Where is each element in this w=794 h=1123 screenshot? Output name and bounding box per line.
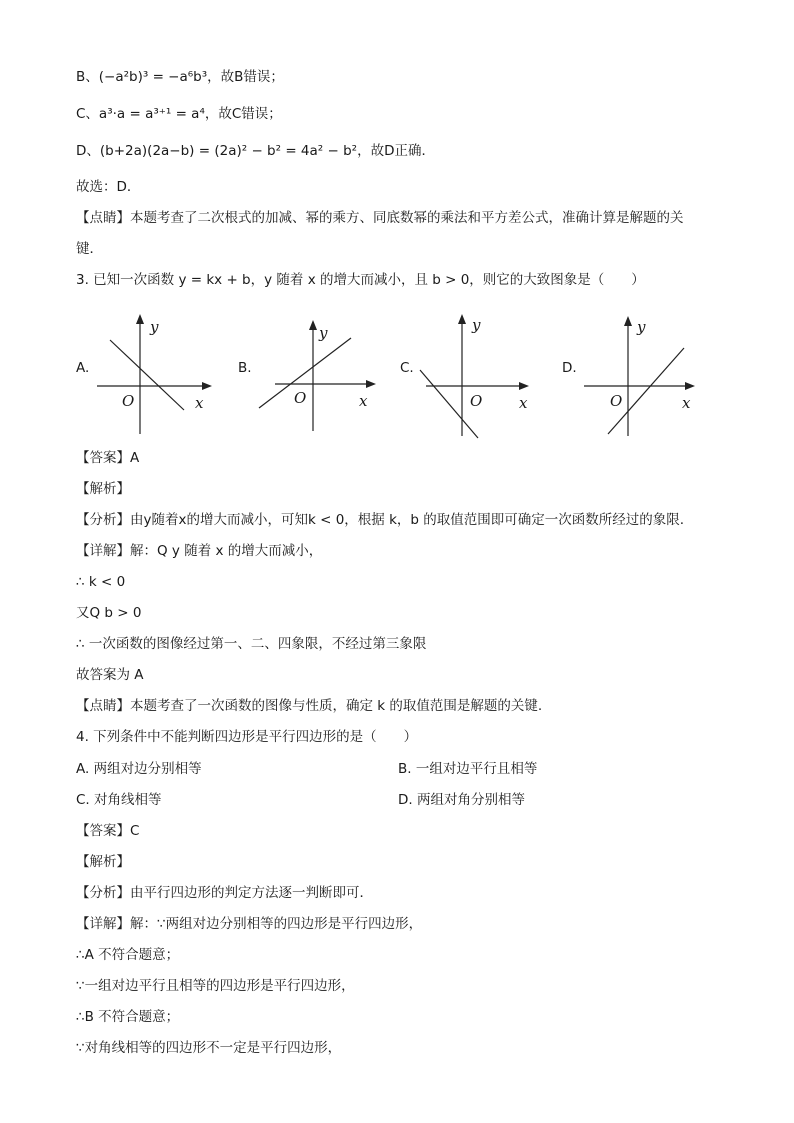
origin-label: O [122,392,135,410]
q3-step-2: 又Q b > 0 [76,605,142,621]
q4-option-c: C. 对角线相等 [76,792,162,808]
option-b-solution: B、(−a²b)³ = −a⁶b³，故B错误； [76,69,284,85]
x-axis-label: x [195,394,204,412]
q3-step-1: ∴ k < 0 [76,574,126,590]
q4-option-a: A. 两组对边分别相等 [76,761,202,777]
y-axis-label: y [319,324,328,342]
x-axis-label: x [359,392,368,410]
y-axis-label: y [472,316,481,334]
graph-a-label: A. [76,360,90,376]
q4-answer: 【答案】C [76,823,140,839]
option-c-solution: C、a³·a = a³⁺¹ = a⁴，故C错误； [76,106,282,122]
x-axis-label: x [682,394,691,412]
y-axis-label: y [637,318,646,336]
q4-step-1: ∴A 不符合题意； [76,947,180,963]
y-axis-arrow [309,320,317,330]
x-axis-arrow [519,382,529,390]
comment-q2: 【点睛】本题考查了二次根式的加减、幂的乘方、同底数幂的乘法和平方差公式，准确计算是解题的关 [76,210,684,226]
x-axis-arrow [366,380,376,388]
x-axis-arrow [202,382,212,390]
q3-comment: 【点睛】本题考查了一次函数的图像与性质，确定 k 的取值范围是解题的关键. [76,698,543,714]
q4-step-2: ∵一组对边平行且相等的四边形是平行四边形， [76,978,355,994]
graph-b [255,316,380,436]
graph-a [92,310,217,438]
q4-detail: 【详解】解：∵两组对边分别相等的四边形是平行四边形， [76,916,423,932]
x-axis-arrow [685,382,695,390]
function-line [608,348,684,434]
q3-conclusion: 故答案为 A [76,667,144,683]
y-axis-arrow [136,314,144,324]
choose-answer: 故选：D． [76,179,141,195]
y-axis-arrow [624,316,632,326]
q4-option-b: B. 一组对边平行且相等 [398,761,538,777]
graph-b-label: B. [238,360,252,376]
origin-label: O [294,389,307,407]
q4-analysis: 【分析】由平行四边形的判定方法逐一判断即可． [76,885,373,901]
q3-answer: 【答案】A [76,450,140,466]
q3-detail: 【详解】解：Q y 随着 x 的增大而减小， [76,543,323,559]
q3-analysis: 【分析】由y随着x的增大而减小，可知k < 0，根据 k，b 的取值范围即可确定一次函数所经过的象限. [76,512,685,528]
x-axis-label: x [519,394,528,412]
origin-label: O [470,392,483,410]
y-axis-arrow [458,314,466,324]
origin-label: O [610,392,623,410]
question-3-stem: 3. 已知一次函数 y = kx + b，y 随着 x 的增大而减小，且 b > 0，则它的大致图象是（ ） [76,272,645,288]
option-d-solution: D、(b+2a)(2a−b) = (2a)² − b² = 4a² − b²，故D正确． [76,143,435,159]
y-axis-label: y [150,318,159,336]
graph-d-label: D. [562,360,577,376]
graph-c [416,310,541,438]
graph-c-label: C. [400,360,414,376]
q3-analysis-title: 【解析】 [76,481,130,497]
graph-d [580,312,705,438]
comment-q2-continued: 键． [76,241,103,257]
q4-step-4: ∵对角线相等的四边形不一定是平行四边形， [76,1040,342,1056]
q4-analysis-title: 【解析】 [76,854,130,870]
q4-step-3: ∴B 不符合题意； [76,1009,180,1025]
question-4-stem: 4. 下列条件中不能判断四边形是平行四边形的是（ ） [76,729,418,745]
q4-option-d: D. 两组对角分别相等 [398,792,525,808]
q3-step-3: ∴ 一次函数的图像经过第一、二、四象限，不经过第三象限 [76,636,427,652]
